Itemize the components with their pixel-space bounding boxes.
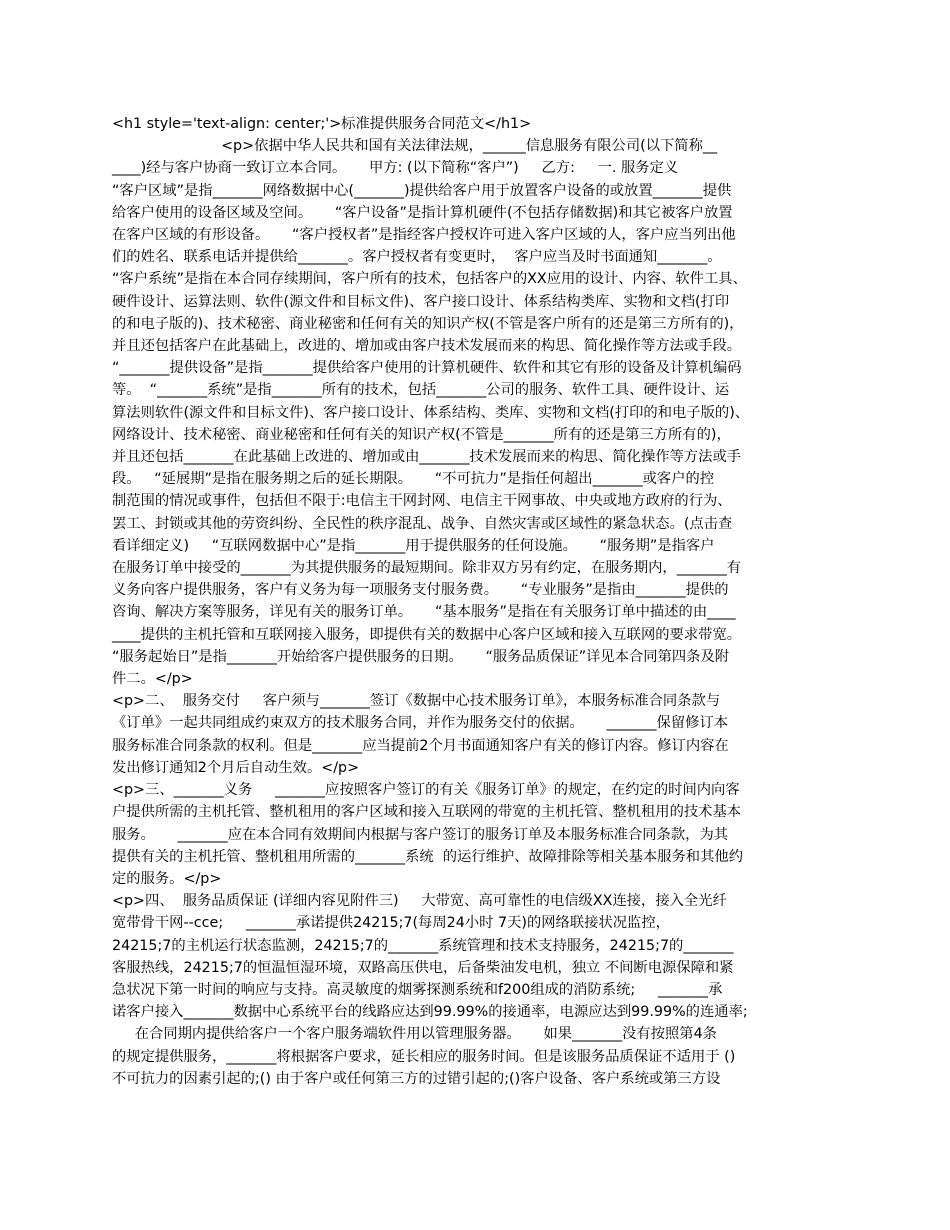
text-line: 并且还包括客户在此基础上，改进的、增加或由客户技术发展而来的构思、简化操作等方法或手段。 — [112, 338, 742, 355]
text-line: “服务起始日”是指_______开始给客户提供服务的日期。 “服务品质保证”详见本合同第四条及附 — [112, 648, 730, 665]
text-line: 段。 “延展期”是指在服务期之后的延长期限。 “不可抗力”是指任何超出_______或客户的控 — [112, 471, 715, 488]
text-line: <p>三、_______义务 _______应按照客户签订的有关《服务订单》的规定，在约定的时间内向客 — [112, 782, 740, 799]
text-line: ____提供的主机托管和互联网接入服务，即提供有关的数据中心客户区域和接入互联网的要求带宽。 — [112, 626, 742, 643]
text-line: 在客户区域的有形设备。 “客户授权者”是指经客户授权许可进入客户区域的人，客户应当列出他 — [112, 227, 736, 244]
text-line: 不可抗力的因素引起的;() 由于客户或任何第三方的过错引起的;()客户设备、客户系统或第三方设 — [112, 1070, 721, 1087]
text-line: 算法则软件(源文件和目标文件)、客户接口设计、体系结构、类库、实物和文档(打印的和电子版的)、 — [112, 404, 750, 421]
text-line: 客服热线，24215;7的恒温恒湿环境，双路高压供电，后备柴油发电机，独立 不间断电源保障和紧 — [112, 959, 734, 976]
text-line: <p>四、 服务品质保证 (详细内容见附件三) 大带宽、高可靠性的电信级XX连接，接入全光纤 — [112, 893, 727, 910]
text-line: 服务标准合同条款的权利。但是_______应当提前2个月书面通知客户有关的修订内容。修订内容在 — [112, 737, 729, 754]
text-line: <h1 style='text-align: center;'>标准提供服务合同范文</h1> — [112, 116, 532, 132]
text-line: 在合同期内提供给客户一个客户服务端软件用以管理服务器。 如果_______没有按照第4条 — [112, 1026, 717, 1043]
text-line: 等。 “_______系统”是指_______所有的技术，包括_______公司的服务、软件工具、硬件设计、运 — [112, 382, 730, 399]
document-body — [112, 113, 840, 1090]
text-line: 网络设计、技术秘密、商业秘密和任何有关的知识产权(不管是_______所有的还是第三方所有的)， — [112, 426, 731, 443]
text-line: 宽带骨干网--cce; _______承诺提供24215;7(每周24小时 7天)的网络联接状况监控， — [112, 915, 670, 932]
text-line: 定的服务。</p> — [112, 870, 222, 887]
text-line: “客户系统”是指在本合同存续期间，客户所有的技术，包括客户的XX应用的设计、内容、软件工具、 — [112, 271, 747, 288]
text-line: 义务向客户提供服务，客户有义务为每一项服务支付服务费。 “专业服务”是指由_______提供的 — [112, 582, 729, 599]
text-line: 的和电子版的)、技术秘密、商业秘密和任何有关的知识产权(不管是客户所有的还是第三方所有的)， — [112, 315, 744, 332]
text-line: “客户区域”是指_______网络数据中心(_______)提供给客户用于放置客户设备的或放置_______提供 — [112, 182, 732, 199]
text-line: 咨询、解决方案等服务，详见有关的服务订单。 “基本服务”是指在有关服务订单中描述的由____ — [112, 604, 736, 621]
text-line: 《订单》一起共同组成约束双方的技术服务合同，并作为服务交付的依据。 _______保留修订本 — [112, 715, 729, 732]
text-line: 并且还包括_______在此基础上改进的、增加或由_______技术发展而来的构思、简化操作等方法或手 — [112, 449, 742, 466]
text-line: 在服务订单中接受的_______为其提供服务的最短期间。除非双方另有约定，在服务期内，_______有 — [112, 560, 742, 577]
text-line: “_______提供设备”是指_______提供给客户使用的计算机硬件、软件和其它有形的设备及计算机编码 — [112, 360, 742, 377]
text-line: 急状况下第一时间的响应与支持。高灵敏度的烟雾探测系统和f200组成的消防系统; _______承 — [112, 981, 723, 998]
text-line: 罢工、封锁或其他的劳资纠纷、全民性的秩序混乱、战争、自然灾害或区域性的紧急状态。(点击查 — [112, 515, 733, 532]
text-line: 诺客户接入_______数据中心系统平台的线路应达到99.99%的接通率，电源应达到99.99%的连通率; — [112, 1004, 748, 1021]
text-line: 提供有关的主机托管、整机租用所需的_______系统 的运行维护、故障排除等相关基本服务和其他约 — [112, 848, 743, 865]
text-line: 的规定提供服务，_______将根据客户要求，延长相应的服务时间。但是该服务品质保证不适用于 () — [112, 1048, 736, 1065]
text-line: 制范围的情况或事件，包括但不限于:电信主干网封网、电信主干网事故、中央或地方政府的行为、 — [112, 493, 732, 510]
text-line: 服务。 _______应在本合同有效期间内根据与客户签订的服务订单及本服务标准合同条款，为其 — [112, 826, 729, 843]
text-line: <p>依据中华人民共和国有关法律法规，______信息服务有限公司(以下简称__ — [112, 138, 718, 155]
text-line: 给客户使用的设备区域及空间。 “客户设备”是指计算机硬件(不包括存储数据)和其它被客户放置 — [112, 204, 733, 221]
text-line: <p>二、 服务交付 客户须与_______签订《数据中心技术服务订单》，本服务标准合同条款与 — [112, 693, 721, 710]
text-line: 们的姓名、联系电话并提供给_______。客户授权者有变更时， 客户应当及时书面通知_______。 — [112, 249, 722, 266]
text-line: 看详细定义) “互联网数据中心”是指_______用于提供服务的任何设施。 “服务期”是指客户 — [112, 537, 715, 554]
text-line: 户提供所需的主机托管、整机租用的客户区域和接入互联网的带宽的主机托管、整机租用的技术基本 — [112, 804, 742, 821]
text-line: 发出修订通知2个月后自动生效。</p> — [112, 759, 360, 776]
text-line: ____)经与客户协商一致订立本合同。 甲方: (以下简称“客户”) 乙方: 一. 服务定义 — [112, 160, 679, 177]
text-line: 件二。</p> — [112, 671, 193, 688]
text-line: 24215;7的主机运行状态监测，24215;7的_______系统管理和技术支持服务，24215;7的_______ — [112, 937, 734, 954]
text-line: 硬件设计、运算法则、软件(源文件和目标文件)、客户接口设计、体系结构类库、实物和文档(打印 — [112, 293, 730, 310]
